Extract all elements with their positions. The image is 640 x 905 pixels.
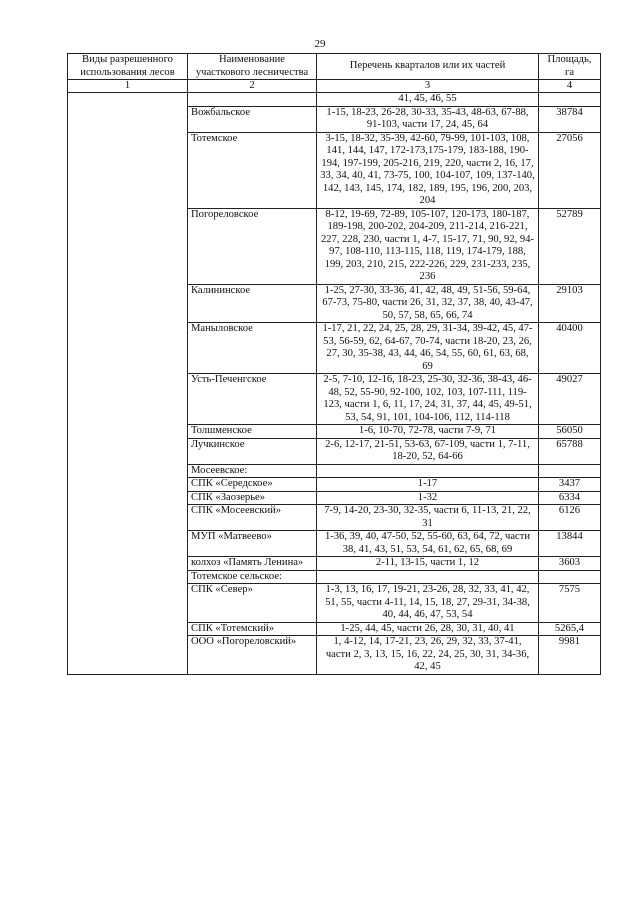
quarters-cell: 1-32: [317, 491, 539, 505]
forestry-name-cell: колхоз «Память Ленина»: [188, 557, 317, 571]
header-forestry-name: Наименование участкового лесничества: [188, 54, 317, 80]
area-cell: 9981: [539, 636, 601, 675]
quarters-cell: 2-5, 7-10, 12-16, 18-23, 25-30, 32-36, 38-43, 46-48, 52, 55-90, 92-100, 102, 103, 107-111, 119-123, части 1, 6, 11, 17, 24, 31, 37, 44, 45, 49-51, 53, 54, 91, 101, 104-106, 112, 114-118: [317, 374, 539, 425]
area-cell: 13844: [539, 531, 601, 557]
quarters-cell: 1, 4-12, 14, 17-21, 23, 26, 29, 32, 33, 37-41, части 2, 3, 13, 15, 16, 22, 24, 25, 30, 31, 34-36, 42, 45: [317, 636, 539, 675]
forestry-name-cell: Тотемское: [188, 132, 317, 208]
header-row: [68, 54, 601, 80]
forestry-name-cell: МУП «Матвеево»: [188, 531, 317, 557]
forest-use-table: [67, 53, 601, 675]
table-row: [68, 93, 601, 107]
quarters-cell: 1-3, 13, 16, 17, 19-21, 23-26, 28, 32, 33, 41, 42, 51, 55, части 4-11, 14, 15, 18, 27, 29-31, 34-38, 40, 44, 46, 47, 53, 54: [317, 584, 539, 623]
quarters-cell: 2-6, 12-17, 21-51, 53-63, 67-109, части 1, 7-11, 18-20, 52, 64-66: [317, 438, 539, 464]
quarters-cell: 7-9, 14-20, 23-30, 32-35, части 6, 11-13, 21, 22, 31: [317, 505, 539, 531]
forestry-name-cell: Лучкинское: [188, 438, 317, 464]
area-cell: 56050: [539, 425, 601, 439]
forestry-name-cell: Погореловское: [188, 208, 317, 284]
forestry-name-cell: [188, 93, 317, 107]
header-area: Площадь, га: [539, 54, 601, 80]
area-cell: 5265,4: [539, 622, 601, 636]
area-cell: 49027: [539, 374, 601, 425]
header-permitted-use: Виды разрешенного использования лесов: [68, 54, 188, 80]
area-cell: 29103: [539, 284, 601, 323]
quarters-cell: 1-36, 39, 40, 47-50, 52, 55-60, 63, 64, 72, части 38, 41, 43, 51, 53, 54, 61, 62, 65, 68, 69: [317, 531, 539, 557]
area-cell: 3437: [539, 478, 601, 492]
area-cell: 7575: [539, 584, 601, 623]
quarters-cell: 41, 45, 46, 55: [317, 93, 539, 107]
forestry-name-cell: СПК «Север»: [188, 584, 317, 623]
quarters-cell: 1-17: [317, 478, 539, 492]
forestry-name-cell: Толшменское: [188, 425, 317, 439]
forestry-name-cell: ООО «Погореловский»: [188, 636, 317, 675]
quarters-cell: 2-11, 13-15, части 1, 12: [317, 557, 539, 571]
area-cell: 3603: [539, 557, 601, 571]
quarters-cell: 8-12, 19-69, 72-89, 105-107, 120-173, 180-187, 189-198, 200-202, 204-209, 211-214, 216-221, 227, 228, 230, части 1, 4-7, 15-17, 71, 90, 92, 94-97, 108-110, 113-115, 118, 119, 174-179, 188, 199, 203, 210, 215, 222-226, 229, 231-233, 235, 236: [317, 208, 539, 284]
quarters-cell: [317, 570, 539, 584]
quarters-cell: 1-25, 44, 45, части 26, 28, 30, 31, 40, 41: [317, 622, 539, 636]
column-number: 1: [68, 80, 188, 93]
area-cell: [539, 464, 601, 478]
forestry-name-cell: Калининское: [188, 284, 317, 323]
area-cell: 65788: [539, 438, 601, 464]
page-number: 29: [314, 38, 326, 50]
area-cell: 27056: [539, 132, 601, 208]
quarters-cell: 1-15, 18-23, 26-28, 30-33, 35-43, 48-63, 67-88, 91-103, части 17, 24, 45, 64: [317, 106, 539, 132]
column-number-row: [68, 80, 601, 93]
column-number: 2: [188, 80, 317, 93]
forestry-name-cell: СПК «Середское»: [188, 478, 317, 492]
forestry-name-cell: Маныловское: [188, 323, 317, 374]
header-quarters-list: Перечень кварталов или их частей: [317, 54, 539, 80]
area-cell: 40400: [539, 323, 601, 374]
area-cell: 38784: [539, 106, 601, 132]
quarters-cell: 1-25, 27-30, 33-36, 41, 42, 48, 49, 51-56, 59-64, 67-73, 75-80, части 26, 31, 32, 37, 38, 40, 43-47, 50, 57, 58, 65, 66, 74: [317, 284, 539, 323]
forestry-name-cell: Мосеевское:: [188, 464, 317, 478]
permitted-use-cell: [68, 93, 188, 675]
column-number: 4: [539, 80, 601, 93]
quarters-cell: 1-17, 21, 22, 24, 25, 28, 29, 31-34, 39-42, 45, 47-53, 56-59, 62, 64-67, 70-74, части 18-20, 23, 26, 27, 30, 35-38, 43, 44, 46, 54, 55, 60, 61, 63, 68, 69: [317, 323, 539, 374]
forestry-name-cell: Усть-Печенгское: [188, 374, 317, 425]
quarters-cell: 3-15, 18-32, 35-39, 42-60, 79-99, 101-103, 108, 141, 144, 147, 172-173,175-179, 183-188, 190-194, 197-199, 205-216, 219, 220, части 2, 16, 17, 33, 34, 40, 41, 73-75, 100, 104-107, 109, 137-140, 142, 143, 145, 174, 182, 189, 195, 196, 200, 203, 204: [317, 132, 539, 208]
forestry-name-cell: СПК «Тотемский»: [188, 622, 317, 636]
area-cell: 6126: [539, 505, 601, 531]
forestry-name-cell: СПК «Мосеевский»: [188, 505, 317, 531]
forestry-name-cell: Вожбальское: [188, 106, 317, 132]
column-number: 3: [317, 80, 539, 93]
area-cell: [539, 570, 601, 584]
forestry-name-cell: СПК «Заозерье»: [188, 491, 317, 505]
area-cell: 52789: [539, 208, 601, 284]
quarters-cell: 1-6, 10-70, 72-78, части 7-9, 71: [317, 425, 539, 439]
area-cell: [539, 93, 601, 107]
area-cell: 6334: [539, 491, 601, 505]
quarters-cell: [317, 464, 539, 478]
forestry-name-cell: Тотемское сельское:: [188, 570, 317, 584]
